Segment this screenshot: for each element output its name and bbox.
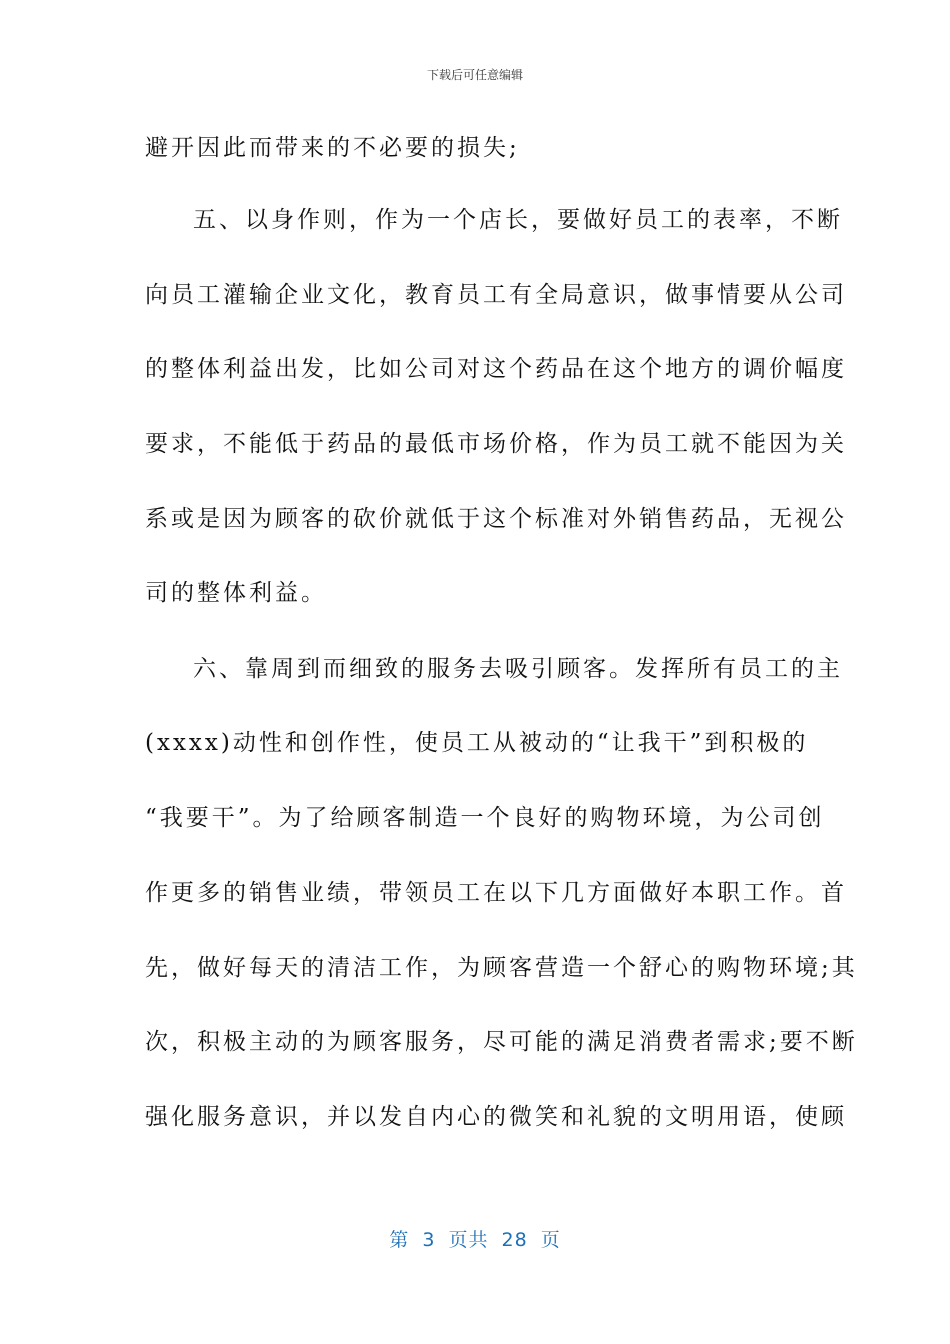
text-line: “我要干”。为了给顾客制造一个良好的购物环境，为公司创 [145,805,825,831]
text-line: 要求，不能低于药品的最低市场价格，作为员工就不能因为关 [145,431,847,457]
text-line: 避开因此而带来的不必要的损失; [145,135,520,161]
text-line: 系或是因为顾客的砍价就低于这个标准对外销售药品，无视公 [145,506,847,532]
text-line: 的整体利益出发，比如公司对这个药品在这个地方的调价幅度 [145,356,847,382]
page-number-footer: 第 3 页共 28 页 [389,1229,561,1251]
text-line: 先，做好每天的清洁工作，为顾客营造一个舒心的购物环境;其 [145,955,858,981]
text-line: 强化服务意识，并以发自内心的微笑和礼貌的文明用语，使顾 [145,1104,847,1130]
text-line: 次，积极主动的为顾客服务，尽可能的满足消费者需求;要不断 [145,1029,858,1055]
text-line: 向员工灌输企业文化，教育员工有全局意识，做事情要从公司 [145,282,847,308]
text-line: 作更多的销售业绩，带领员工在以下几方面做好本职工作。首 [145,880,847,906]
text-line: (xxxx)动性和创作性，使员工从被动的“让我干”到积极的 [145,730,809,756]
text-line: 六、靠周到而细致的服务去吸引顾客。发挥所有员工的主 [193,656,843,682]
text-line: 司的整体利益。 [145,580,327,606]
text-line: 五、以身作则，作为一个店长，要做好员工的表率，不断 [193,207,843,233]
page-header: 下载后可任意编辑 [426,68,523,82]
